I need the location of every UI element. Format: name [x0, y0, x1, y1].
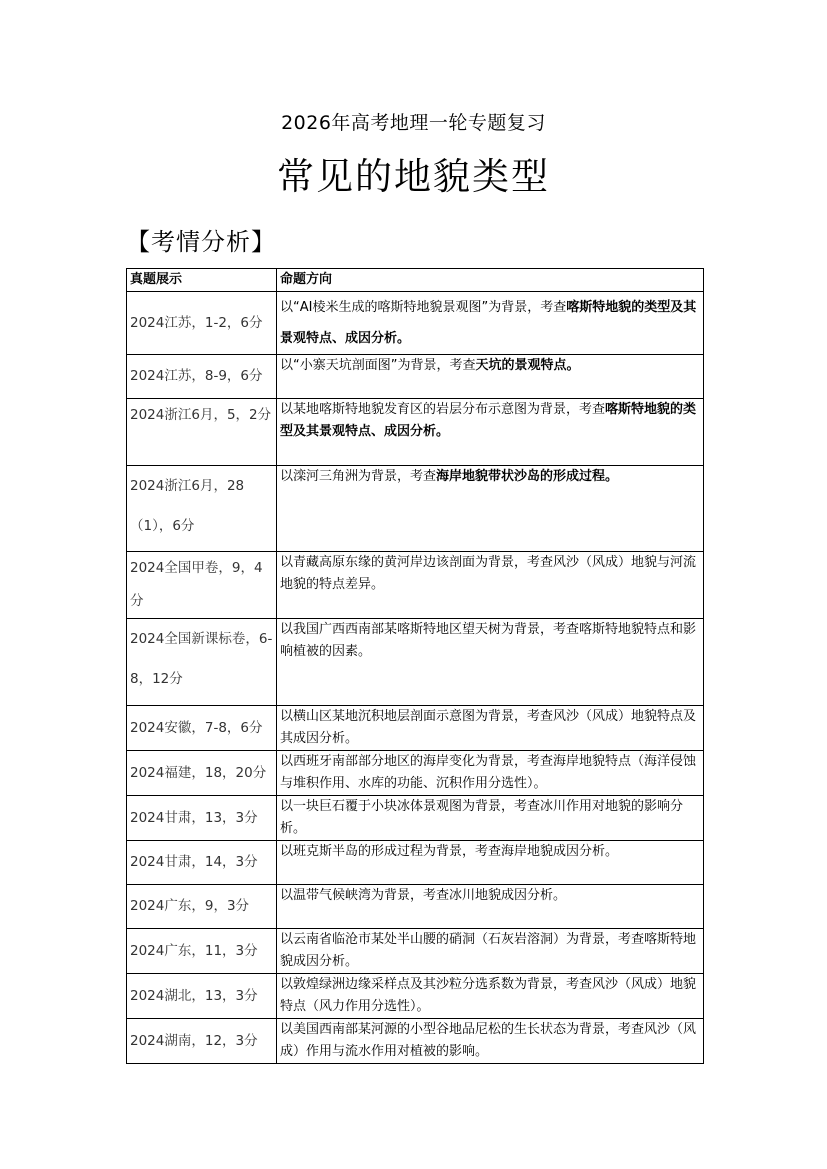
- row-direction: 以我国广西西南部某喀斯特地区望天树为背景，考查喀斯特地貌特点和影响植被的因素。: [277, 619, 704, 706]
- document-title: 常见的地貌类型: [277, 155, 550, 198]
- table-row: [127, 399, 704, 466]
- table-row: [127, 706, 704, 751]
- table-row: [127, 796, 704, 841]
- row-source: 2024浙江6月，28（1），6分: [127, 466, 277, 552]
- row-source: 2024江苏，1-2，6分: [127, 292, 277, 355]
- row-direction: 以青藏高原东缘的黄河岸边该剖面为背景，考查风沙（风成）地貌与河流地貌的特点差异。: [277, 552, 704, 619]
- table-row: [127, 355, 704, 399]
- column-header-source: 真题展示: [127, 269, 277, 292]
- row-source: 2024甘肃，14，3分: [127, 841, 277, 885]
- table-row: [127, 552, 704, 619]
- row-source: 2024湖北，13，3分: [127, 974, 277, 1019]
- row-direction: 以一块巨石覆于小块冰体景观图为背景，考查冰川作用对地貌的影响分析。: [277, 796, 704, 841]
- row-source: 2024全国新课标卷，6-8，12分: [127, 619, 277, 706]
- row-direction: 以滦河三角洲为背景，考查海岸地貌带状沙岛的形成过程。: [277, 466, 704, 552]
- row-source: 2024甘肃，13，3分: [127, 796, 277, 841]
- table-row: [127, 751, 704, 796]
- row-source: 2024湖南，12，3分: [127, 1019, 277, 1064]
- row-source: 2024全国甲卷，9，4分: [127, 552, 277, 619]
- row-direction: 以美国西南部某河源的小型谷地品尼松的生长状态为背景，考查风沙（风成）作用与流水作用对植被的影响。: [277, 1019, 704, 1064]
- row-direction: 以敦煌绿洲边缘采样点及其沙粒分选系数为背景，考查风沙（风成）地貌特点（风力作用分选性）。: [277, 974, 704, 1019]
- table-row: [127, 885, 704, 929]
- table-row: [127, 466, 704, 552]
- row-direction: 以西班牙南部部分地区的海岸变化为背景，考查海岸地貌特点（海洋侵蚀与堆积作用、水库的功能、沉积作用分选性）。: [277, 751, 704, 796]
- row-source: 2024浙江6月，5，2分: [127, 399, 277, 466]
- table-row: [127, 292, 704, 355]
- row-direction: 以云南省临沧市某处半山腰的硝洞（石灰岩溶洞）为背景，考查喀斯特地貌成因分析。: [277, 929, 704, 974]
- row-direction: 以班克斯半岛的形成过程为背景，考查海岸地貌成因分析。: [277, 841, 704, 885]
- table-row: [127, 619, 704, 706]
- table-row: [127, 1019, 704, 1064]
- document-subtitle: 2026年高考地理一轮专题复习: [281, 112, 546, 134]
- table-row: [127, 841, 704, 885]
- row-source: 2024福建，18，20分: [127, 751, 277, 796]
- row-direction: 以温带气候峡湾为背景，考查冰川地貌成因分析。: [277, 885, 704, 929]
- row-source: 2024安徽，7-8，6分: [127, 706, 277, 751]
- exam-analysis-table: [126, 268, 704, 1064]
- table-row: [127, 974, 704, 1019]
- section-heading: 【考情分析】: [126, 228, 276, 256]
- table-header-row: [127, 269, 704, 292]
- row-direction: 以“小寨天坑剖面图”为背景，考查天坑的景观特点。: [277, 355, 704, 399]
- row-direction: 以某地喀斯特地貌发育区的岩层分布示意图为背景，考查喀斯特地貌的类型及其景观特点、成因分析。: [277, 399, 704, 466]
- row-source: 2024广东，9，3分: [127, 885, 277, 929]
- row-source: 2024江苏，8-9，6分: [127, 355, 277, 399]
- table-row: [127, 929, 704, 974]
- row-direction: 以“AI棱米生成的喀斯特地貌景观图”为背景，考查喀斯特地貌的类型及其景观特点、成因分析。: [277, 292, 704, 355]
- row-source: 2024广东，11，3分: [127, 929, 277, 974]
- column-header-direction: 命题方向: [277, 269, 704, 292]
- row-direction: 以横山区某地沉积地层剖面示意图为背景，考查风沙（风成）地貌特点及其成因分析。: [277, 706, 704, 751]
